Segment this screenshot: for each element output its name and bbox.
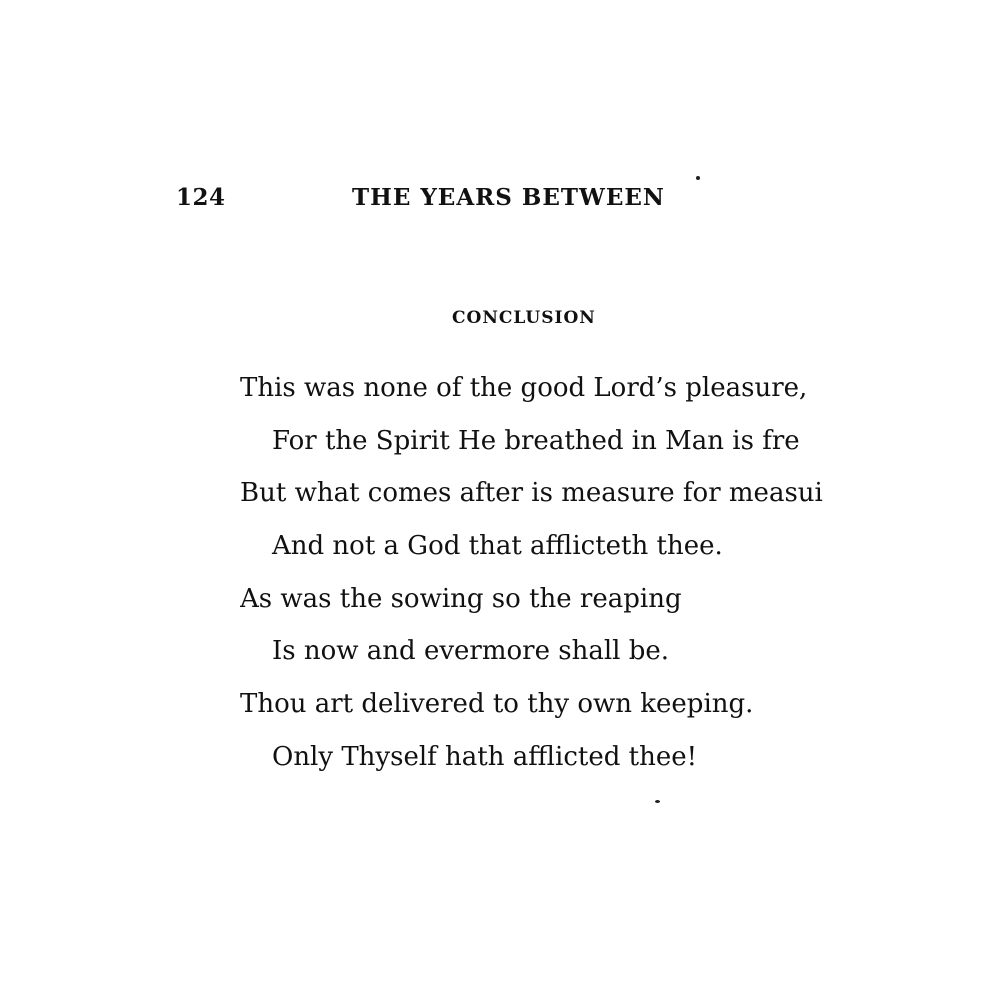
- poem-line: Is now and evermore shall be.: [272, 636, 670, 667]
- poem-line: And not a God that afflicteth thee.: [272, 531, 723, 562]
- poem-body: [240, 362, 824, 784]
- scan-speck: [696, 176, 700, 180]
- scan-speck: [655, 800, 660, 803]
- poem-line: But what comes after is measure for measui: [240, 478, 823, 509]
- running-head-title: THE YEARS BETWEEN: [352, 184, 665, 211]
- poem-line: For the Spirit He breathed in Man is fre: [272, 425, 800, 456]
- poem-line: This was none of the good Lord’s pleasure,: [240, 373, 808, 403]
- poem-line: As was the sowing so the reaping: [240, 583, 682, 614]
- poem-line: Only Thyself hath afflicted thee!: [272, 741, 698, 772]
- poem-line: Thou art delivered to thy own keeping.: [240, 689, 754, 720]
- page-number: 124: [176, 184, 226, 211]
- poem-title: CONCLUSION: [452, 308, 596, 328]
